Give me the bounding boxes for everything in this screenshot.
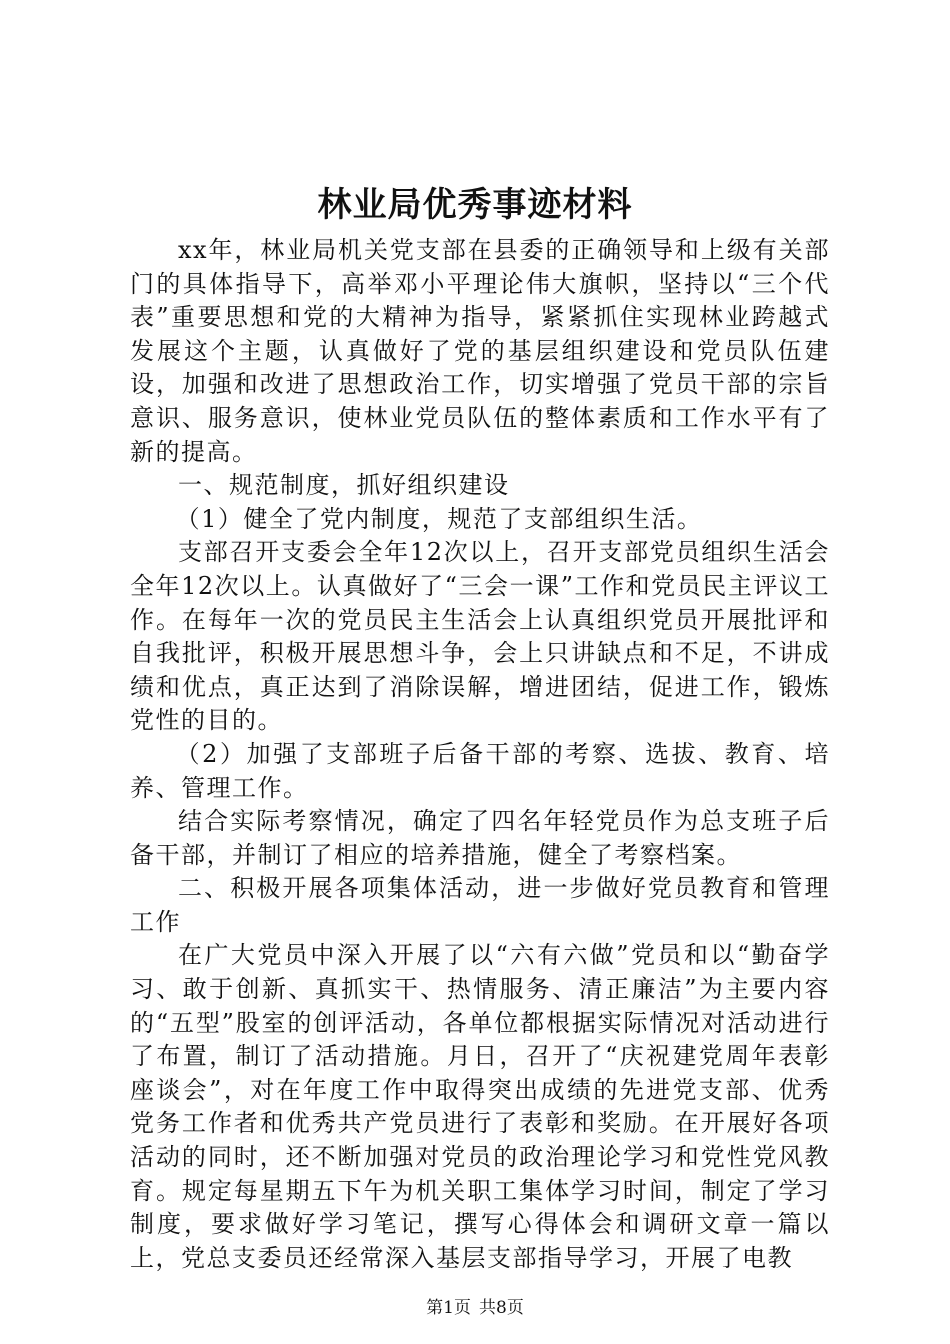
document-title: 林业局优秀事迹材料 <box>317 185 633 225</box>
page-footer <box>0 1296 950 1320</box>
subsection-heading-2: （2）加强了支部班子后备干部的考察、选拔、教育、培养、管理工作。 <box>130 739 830 802</box>
section-heading-1: 一、规范制度，抓好组织建设 <box>178 471 510 500</box>
page-number: 第1页 <box>426 1298 471 1318</box>
paragraph-reserve-cadres: 结合实际考察情况，确定了四名年轻党员作为总支班子后备干部，并制订了相应的培养措施，健全了考察档案。 <box>130 807 830 869</box>
page-total: 共8页 <box>479 1298 524 1318</box>
paragraph-meetings: 支部召开支委会全年12次以上，召开支部党员组织生活会全年12次以上。认真做好了“三会一课”工作和党员民主评议工作。在每年一次的党员民主生活会上认真组织党员开展批评和自我批评，积极开展思想斗争，会上只讲缺点和不足，不讲成绩和优点，真正达到了消除误解，增进团结，促进工作，锻炼党性的目的。 <box>130 538 830 735</box>
paragraph-activities: 在广大党员中深入开展了以“六有六做”党员和以“勤奋学习、敢于创新、真抓实干、热情服务、清正廉洁”为主要内容的“五型”股室的创评活动，各单位都根据实际情况对活动进行了布置，制订了活动措施。月日，召开了“庆祝建党周年表彰座谈会”，对在年度工作中取得突出成绩的先进党支部、优秀党务工作者和优秀共产党员进行了表彰和奖励。在开展好各项活动的同时，还不断加强对党员的政治理论学习和党性党风教育。规定每星期五下午为机关职工集体学习时间，制定了学习制度，要求做好学习笔记，撰写心得体会和调研文章一篇以上，党总支委员还经常深入基层支部指导学习，开展了电教 <box>130 941 830 1272</box>
section-heading-2: 二、积极开展各项集体活动，进一步做好党员教育和管理工作 <box>130 874 830 936</box>
paragraph-intro: xx年，林业局机关党支部在县委的正确领导和上级有关部门的具体指导下，高举邓小平理论伟大旗帜，坚持以“三个代表”重要思想和党的大精神为指导，紧紧抓住实现林业跨越式发展这个主题，认真做好了党的基层组织建设和党员队伍建设，加强和改进了思想政治工作，切实增强了党员干部的宗旨意识、服务意识，使林业党员队伍的整体素质和工作水平有了新的提高。 <box>130 236 830 466</box>
document-body <box>130 234 830 1275</box>
subsection-heading-1: （1）健全了党内制度，规范了支部组织生活。 <box>175 504 703 533</box>
